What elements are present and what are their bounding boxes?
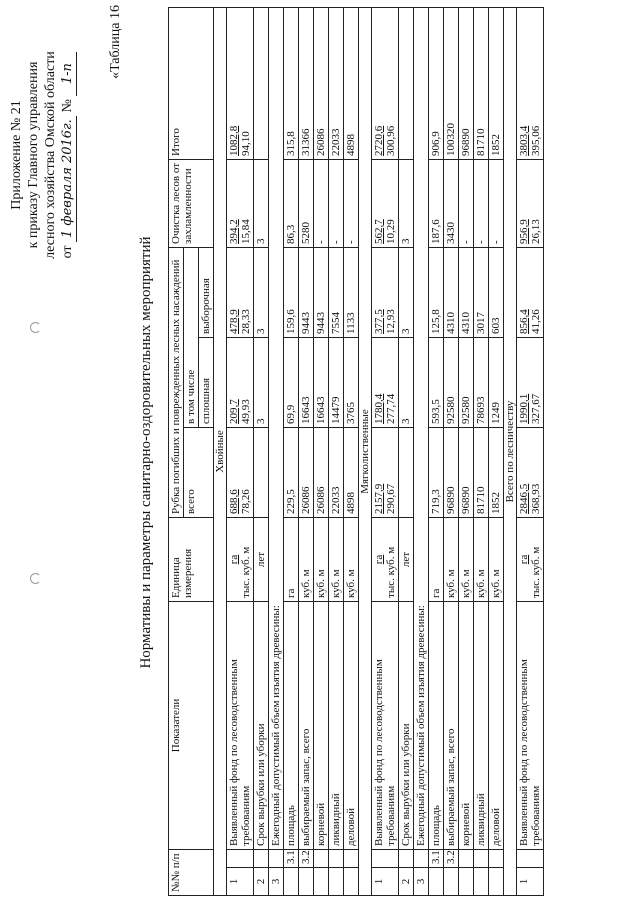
value-itogo: 22033 bbox=[329, 7, 344, 159]
value-itogo bbox=[254, 7, 269, 159]
table-number: «Таблица 16 bbox=[108, 5, 123, 79]
col-including-header: в том числе bbox=[184, 247, 199, 427]
value-clearing: - bbox=[344, 159, 359, 247]
value-selective: 3017 bbox=[474, 247, 489, 337]
row-number-tail bbox=[254, 849, 269, 867]
table-head bbox=[169, 7, 214, 895]
row-unit: куб. м bbox=[444, 517, 459, 601]
value-clearing: 3430 bbox=[444, 159, 459, 247]
row-unit: га bbox=[429, 517, 444, 601]
value-volume: 12,93 bbox=[385, 309, 397, 334]
row-number: 1 bbox=[372, 868, 399, 896]
row-number-tail bbox=[517, 849, 544, 867]
row-number: 3 bbox=[414, 868, 429, 896]
section-title: Всего по лесничеству bbox=[504, 7, 517, 895]
value-cutting-total: 26086 bbox=[314, 427, 329, 517]
value-selective: 1133 bbox=[344, 247, 359, 337]
table-row bbox=[344, 7, 359, 895]
row-unit: куб. м bbox=[314, 517, 329, 601]
value-selective: 7554 bbox=[329, 247, 344, 337]
value-area: 209,7 bbox=[228, 399, 240, 424]
row-unit: куб. м bbox=[474, 517, 489, 601]
row-unit bbox=[372, 517, 399, 601]
value-volume: 10,29 bbox=[385, 219, 397, 244]
value-clearing: - bbox=[314, 159, 329, 247]
value-area: 2720,6 bbox=[373, 125, 385, 156]
handwritten-date: 1 февраля 2016г. bbox=[59, 116, 77, 242]
row-number-tail bbox=[329, 849, 344, 867]
row-number-lead bbox=[284, 868, 299, 896]
value-selective bbox=[517, 247, 544, 337]
value-cutting-total bbox=[517, 427, 544, 517]
value-area: 3803,4 bbox=[518, 125, 530, 156]
value-volume: 41,26 bbox=[530, 309, 542, 334]
value-itogo bbox=[399, 7, 414, 159]
appendix-line: Приложение № 21 bbox=[9, 100, 24, 210]
table-row bbox=[444, 7, 459, 895]
value-itogo bbox=[517, 7, 544, 159]
row-label: Срок вырубки или уборки bbox=[399, 601, 414, 849]
row-number-tail bbox=[474, 849, 489, 867]
row-number: 3.2 bbox=[299, 849, 314, 867]
col-clearing-header: Очистка лесов от захламленности bbox=[169, 159, 214, 247]
order-date-line bbox=[59, 5, 77, 305]
value-itogo bbox=[227, 7, 254, 159]
row-number: 3 bbox=[269, 868, 284, 896]
row-unit: га bbox=[284, 517, 299, 601]
unit-volume: тыс. куб. м bbox=[385, 546, 397, 598]
table-row bbox=[474, 7, 489, 895]
row-label: площадь bbox=[284, 601, 299, 849]
value-volume: 49,93 bbox=[240, 399, 252, 424]
value-cutting-total: 4898 bbox=[344, 427, 359, 517]
value-clear: 92580 bbox=[444, 337, 459, 427]
row-label: ликвидный bbox=[329, 601, 344, 849]
value-area: 856,4 bbox=[518, 309, 530, 334]
row-unit: куб. м bbox=[329, 517, 344, 601]
row-number-tail bbox=[399, 849, 414, 867]
value-itogo: 96890 bbox=[459, 7, 474, 159]
row-number-lead bbox=[429, 868, 444, 896]
col-unit-header: Единица измерения bbox=[169, 517, 214, 601]
row-unit: лет bbox=[399, 517, 414, 601]
value-itogo: 100320 bbox=[444, 7, 459, 159]
value-clear bbox=[517, 337, 544, 427]
value-cutting-total: 81710 bbox=[474, 427, 489, 517]
value-clearing bbox=[517, 159, 544, 247]
value-itogo bbox=[372, 7, 399, 159]
section-row bbox=[504, 7, 517, 895]
row-number-tail bbox=[372, 849, 399, 867]
value-selective: 9443 bbox=[314, 247, 329, 337]
row-unit: куб. м bbox=[489, 517, 504, 601]
value-volume: 28,33 bbox=[240, 309, 252, 334]
value-cutting-total bbox=[227, 427, 254, 517]
value-itogo: 315,8 bbox=[284, 7, 299, 159]
row-label: Выявленный фонд по лесоводственным требованиям bbox=[227, 601, 254, 849]
row-number-tail bbox=[414, 849, 429, 867]
row-number bbox=[459, 868, 474, 896]
value-area: 1990,1 bbox=[518, 393, 530, 424]
table-row bbox=[414, 7, 429, 895]
row-unit: куб. м bbox=[459, 517, 474, 601]
value-selective: 603 bbox=[489, 247, 504, 337]
value-clearing: - bbox=[459, 159, 474, 247]
value-itogo: 31366 bbox=[299, 7, 314, 159]
value-volume: 327,67 bbox=[530, 393, 542, 424]
table-row bbox=[284, 7, 299, 895]
norms-table bbox=[168, 7, 544, 896]
row-label: Ежегодный допустимый объем изъятия древесины: bbox=[414, 7, 429, 849]
value-clear bbox=[227, 337, 254, 427]
value-area: 562,7 bbox=[373, 219, 385, 244]
row-label: Срок вырубки или уборки bbox=[254, 601, 269, 849]
value-clear: 3 bbox=[399, 337, 414, 427]
value-selective: 159,6 bbox=[284, 247, 299, 337]
value-volume: 395,06 bbox=[530, 125, 542, 156]
appendix-block bbox=[8, 5, 77, 305]
row-number-tail bbox=[269, 849, 284, 867]
value-itogo: 906,9 bbox=[429, 7, 444, 159]
row-label: выбираемый запас, всего bbox=[299, 601, 314, 849]
value-cutting-total: 22033 bbox=[329, 427, 344, 517]
value-volume: 300,96 bbox=[385, 125, 397, 156]
value-area: 2157,9 bbox=[373, 483, 385, 514]
value-selective: 4310 bbox=[444, 247, 459, 337]
row-label: корневой bbox=[459, 601, 474, 849]
table-row bbox=[399, 7, 414, 895]
row-unit: куб. м bbox=[299, 517, 314, 601]
value-clearing: - bbox=[489, 159, 504, 247]
row-number-lead bbox=[299, 868, 314, 896]
row-number: 1 bbox=[517, 868, 544, 896]
value-area: 2846,5 bbox=[518, 483, 530, 514]
row-label: деловой bbox=[344, 601, 359, 849]
table-row bbox=[329, 7, 344, 895]
table-row bbox=[372, 7, 399, 895]
row-number bbox=[314, 868, 329, 896]
row-label: Выявленный фонд по лесоводственным требованиям bbox=[372, 601, 399, 849]
table-row bbox=[299, 7, 314, 895]
table-row bbox=[227, 7, 254, 895]
value-clear: 69,9 bbox=[284, 337, 299, 427]
row-label: выбираемый запас, всего bbox=[444, 601, 459, 849]
value-area: 1780,4 bbox=[373, 393, 385, 424]
value-itogo: 1852 bbox=[489, 7, 504, 159]
value-cutting-total bbox=[372, 427, 399, 517]
value-cutting-total: 229,5 bbox=[284, 427, 299, 517]
value-volume: 94,10 bbox=[240, 131, 252, 156]
row-number-tail bbox=[344, 849, 359, 867]
value-clearing: 86,3 bbox=[284, 159, 299, 247]
row-label: корневой bbox=[314, 601, 329, 849]
table-body bbox=[214, 7, 544, 895]
value-selective: 125,8 bbox=[429, 247, 444, 337]
col-total-header: Итого bbox=[169, 7, 214, 159]
value-cutting-total: 719,3 bbox=[429, 427, 444, 517]
value-clearing: 3 bbox=[399, 159, 414, 247]
table-row bbox=[254, 7, 269, 895]
row-number: 2 bbox=[254, 868, 269, 896]
row-unit: лет bbox=[254, 517, 269, 601]
value-clearing: - bbox=[474, 159, 489, 247]
row-number bbox=[489, 868, 504, 896]
value-volume: 290,67 bbox=[385, 483, 397, 514]
section-title: Мягколиственные bbox=[359, 7, 372, 895]
table-row bbox=[269, 7, 284, 895]
value-cutting-total bbox=[254, 427, 269, 517]
row-number-tail bbox=[227, 849, 254, 867]
row-unit bbox=[517, 517, 544, 601]
value-area: 1082,8 bbox=[228, 125, 240, 156]
value-area: 478,9 bbox=[228, 309, 240, 334]
row-label: Ежегодный допустимый объем изъятия древесины: bbox=[269, 7, 284, 849]
col-selective-header: выборочная bbox=[199, 247, 214, 337]
value-selective bbox=[372, 247, 399, 337]
value-cutting-total: 96890 bbox=[444, 427, 459, 517]
value-selective: 3 bbox=[399, 247, 414, 337]
unit-area: га bbox=[228, 554, 240, 565]
row-number bbox=[329, 868, 344, 896]
value-clearing: 3 bbox=[254, 159, 269, 247]
col-cutting-header: Рубка погибших и поврежденных лесных насаждений bbox=[169, 247, 184, 517]
col-clear-header: сплошная bbox=[199, 337, 214, 427]
table-row bbox=[429, 7, 444, 895]
row-label: Выявленный фонд по лесоводственным требованиям bbox=[517, 601, 544, 849]
value-volume: 78,26 bbox=[240, 489, 252, 514]
value-volume: 15,84 bbox=[240, 219, 252, 244]
value-clear bbox=[372, 337, 399, 427]
value-clear: 78693 bbox=[474, 337, 489, 427]
value-clear: 593,5 bbox=[429, 337, 444, 427]
row-unit: куб. м bbox=[344, 517, 359, 601]
unit-volume: тыс. куб. м bbox=[240, 546, 252, 598]
row-number: 3.1 bbox=[429, 849, 444, 867]
row-label: ликвидный bbox=[474, 601, 489, 849]
value-volume: 26,13 bbox=[530, 219, 542, 244]
value-cutting-total: 1852 bbox=[489, 427, 504, 517]
unit-area: га bbox=[518, 554, 530, 565]
col-cutting-total-header: всего bbox=[184, 427, 214, 517]
appendix-line: лесного хозяйства Омской области bbox=[43, 51, 58, 259]
handwritten-number: 1-п bbox=[59, 52, 77, 96]
value-clear: 3765 bbox=[344, 337, 359, 427]
value-clear: 14479 bbox=[329, 337, 344, 427]
table-row bbox=[489, 7, 504, 895]
value-selective: 3 bbox=[254, 247, 269, 337]
row-number-tail bbox=[314, 849, 329, 867]
row-number bbox=[344, 868, 359, 896]
value-area: 394,2 bbox=[228, 219, 240, 244]
value-clearing: - bbox=[329, 159, 344, 247]
row-number-tail bbox=[459, 849, 474, 867]
value-clearing: 5280 bbox=[299, 159, 314, 247]
row-number: 3.2 bbox=[444, 849, 459, 867]
value-cutting-total: 26086 bbox=[299, 427, 314, 517]
row-number: 2 bbox=[399, 868, 414, 896]
appendix-line: к приказу Главного управления bbox=[26, 61, 41, 249]
value-clearing bbox=[372, 159, 399, 247]
value-clear: 16643 bbox=[314, 337, 329, 427]
row-unit bbox=[227, 517, 254, 601]
row-number bbox=[474, 868, 489, 896]
value-area: 377,5 bbox=[373, 309, 385, 334]
value-itogo: 26086 bbox=[314, 7, 329, 159]
page-title: Нормативы и параметры санитарно-оздоровительных мероприятий bbox=[138, 236, 154, 669]
row-number: 3.1 bbox=[284, 849, 299, 867]
value-selective: 4310 bbox=[459, 247, 474, 337]
value-clear: 1249 bbox=[489, 337, 504, 427]
row-number: 1 bbox=[227, 868, 254, 896]
row-number-lead bbox=[444, 868, 459, 896]
value-area: 956,9 bbox=[518, 219, 530, 244]
table-row bbox=[314, 7, 329, 895]
table-row bbox=[459, 7, 474, 895]
value-clearing bbox=[227, 159, 254, 247]
value-cutting-total bbox=[399, 427, 414, 517]
col-num-header: №№ п/п bbox=[169, 849, 214, 895]
table-row bbox=[517, 7, 544, 895]
from-label: от bbox=[60, 245, 75, 259]
value-clear: 3 bbox=[254, 337, 269, 427]
section-row bbox=[359, 7, 372, 895]
value-itogo: 4898 bbox=[344, 7, 359, 159]
value-selective bbox=[227, 247, 254, 337]
value-area: 688,6 bbox=[228, 489, 240, 514]
section-row bbox=[214, 7, 227, 895]
value-itogo: 81710 bbox=[474, 7, 489, 159]
value-selective: 9443 bbox=[299, 247, 314, 337]
value-cutting-total: 96890 bbox=[459, 427, 474, 517]
value-clear: 92580 bbox=[459, 337, 474, 427]
value-volume: 277,74 bbox=[385, 393, 397, 424]
unit-volume: тыс. куб. м bbox=[530, 546, 542, 598]
col-indicator-header: Показатели bbox=[169, 601, 214, 849]
row-label: площадь bbox=[429, 601, 444, 849]
value-volume: 368,93 bbox=[530, 483, 542, 514]
value-clear: 16643 bbox=[299, 337, 314, 427]
number-label: № bbox=[60, 99, 75, 113]
value-clearing: 187,6 bbox=[429, 159, 444, 247]
unit-area: га bbox=[373, 554, 385, 565]
row-number-tail bbox=[489, 849, 504, 867]
row-label: деловой bbox=[489, 601, 504, 849]
section-title: Хвойные bbox=[214, 7, 227, 895]
